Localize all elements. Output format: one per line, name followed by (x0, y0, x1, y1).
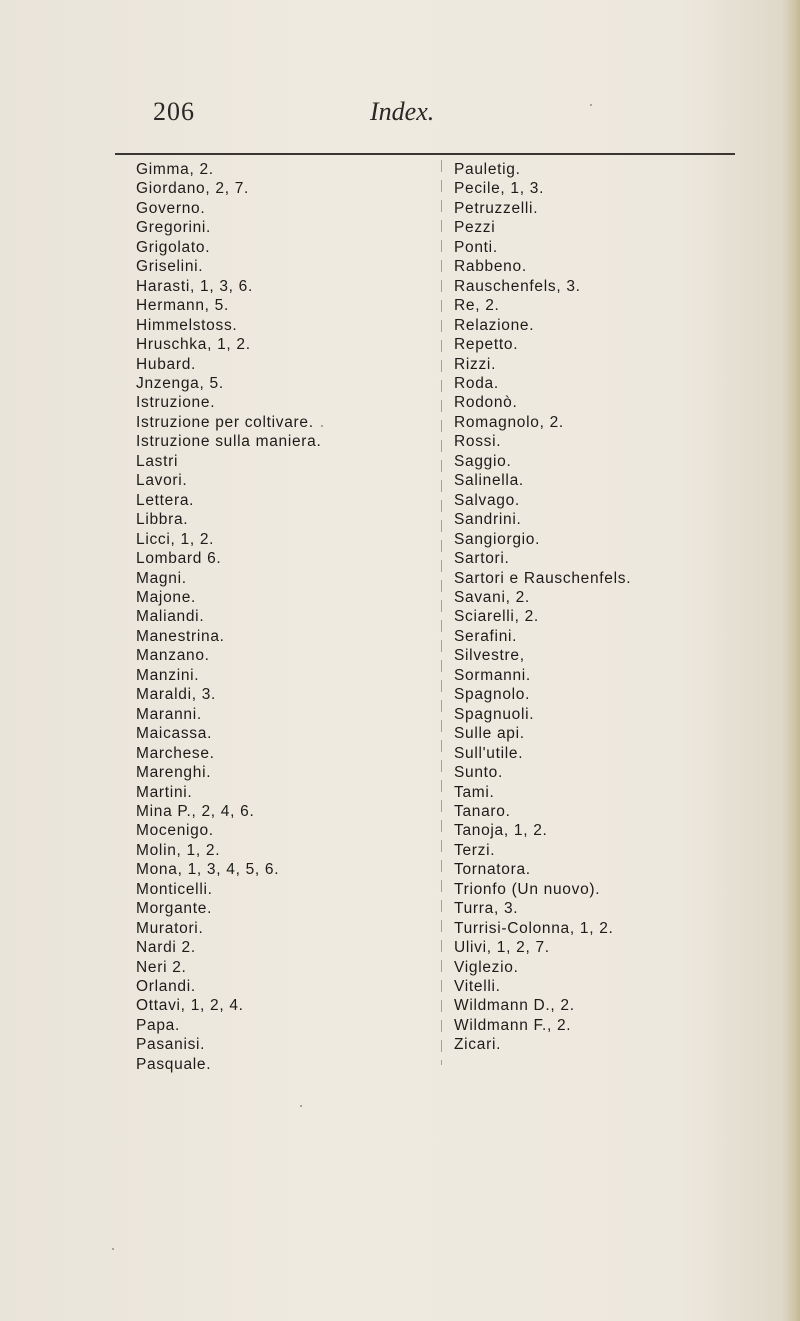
index-entry: Pasquale. (136, 1055, 212, 1073)
index-entry: Serafini. (454, 627, 518, 645)
index-entry: Jnzenga, 5. (136, 374, 224, 392)
index-entry: Ponti. (454, 238, 498, 256)
index-entry: Wildmann D., 2. (454, 997, 575, 1015)
index-entry: Neri 2. (136, 958, 187, 976)
index-entry: Spagnolo. (454, 686, 531, 704)
index-entry: Griselini. (136, 258, 204, 276)
index-entry: Sormanni. (454, 666, 531, 684)
index-entry: Libbra. (136, 511, 189, 529)
index-entry: Manzano. (136, 647, 210, 665)
index-entry: Sulle api. (454, 725, 525, 743)
index-entry: Turrisi-Colonna, 1, 2. (454, 919, 614, 937)
paper-speck (321, 425, 323, 427)
header-rule (115, 153, 735, 155)
index-entry: Gregorini. (136, 219, 212, 237)
index-entry: Ottavi, 1, 2, 4. (136, 997, 244, 1015)
index-entry: Rauschenfels, 3. (454, 277, 581, 295)
index-entry: Sciarelli, 2. (454, 608, 539, 626)
index-entry: Maliandi. (136, 608, 205, 626)
index-entry: Turra, 3. (454, 900, 519, 918)
index-entry: Magni. (136, 569, 187, 587)
index-entry: Maicassa. (136, 725, 213, 743)
index-entry: Hermann, 5. (136, 297, 229, 315)
index-entry: Maraldi, 3. (136, 686, 217, 704)
index-entry: Viglezio. (454, 958, 519, 976)
index-entry: Hubard. (136, 355, 197, 373)
page-number: 206 (153, 97, 195, 126)
index-left-column (136, 160, 322, 1074)
index-entry: Giordano, 2, 7. (136, 180, 250, 198)
index-entry: Muratori. (136, 919, 204, 937)
index-entry: Sangiorgio. (454, 530, 541, 548)
index-entry: Salinella. (454, 472, 524, 490)
paper-speck (112, 1248, 114, 1250)
index-entry: Martini. (136, 783, 193, 801)
index-entry: Governo. (136, 199, 206, 217)
index-entry: Relazione. (454, 316, 535, 334)
index-entry: Lavori. (136, 472, 188, 490)
index-entry: Pasanisi. (136, 1036, 206, 1054)
index-entry: Himmelstoss. (136, 316, 238, 334)
index-entry: Harasti, 1, 3, 6. (136, 277, 254, 295)
index-entry: Majone. (136, 588, 197, 606)
index-entry: Istruzione. (136, 394, 216, 412)
index-entry: Pecile, 1, 3. (454, 180, 545, 198)
index-entry: Orlandi. (136, 978, 196, 996)
index-entry: Rossi. (454, 433, 502, 451)
paper-speck (300, 1105, 302, 1107)
index-entry: Tami. (454, 783, 495, 801)
index-entry: Re, 2. (454, 297, 500, 315)
index-entry: Sartori e Rauschenfels. (454, 569, 632, 587)
index-entry: Papa. (136, 1016, 181, 1034)
index-entry: Rabbeno. (454, 258, 527, 276)
paper-speck (590, 104, 592, 106)
index-entry: Tanaro. (454, 802, 511, 820)
index-entry: Sull'utile. (454, 744, 524, 762)
index-entry: Romagnolo, 2. (454, 413, 564, 431)
index-entry: Wildmann F., 2. (454, 1016, 572, 1034)
index-entry: Repetto. (454, 336, 519, 354)
index-entry: Lastri (136, 452, 179, 470)
index-entry: Terzi. (454, 841, 496, 859)
index-entry: Pauletig. (454, 161, 521, 178)
index-entry: Gimma, 2. (136, 161, 214, 178)
running-title: Index. (370, 97, 435, 126)
index-entry: Monticelli. (136, 880, 213, 898)
index-entry: Rodonò. (454, 394, 518, 412)
index-entry: Mina P., 2, 4, 6. (136, 802, 255, 820)
index-entry: Zicari. (454, 1036, 502, 1054)
index-entry: Roda. (454, 374, 499, 392)
index-entry: Savani, 2. (454, 588, 530, 606)
page-edge-shadow (782, 0, 800, 1321)
index-entry: Istruzione per coltivare. (136, 413, 314, 431)
index-entry: Tanoja, 1, 2. (454, 822, 548, 840)
index-entry: Spagnuoli. (454, 705, 535, 723)
index-entry: Marenghi. (136, 764, 212, 782)
index-entry: Mona, 1, 3, 4, 5, 6. (136, 861, 280, 879)
index-entry: Pezzi (454, 219, 496, 237)
index-entry: Sunto. (454, 764, 504, 782)
index-entry: Salvago. (454, 491, 520, 509)
index-entry: Tornatora. (454, 861, 531, 879)
index-entry: Petruzzelli. (454, 199, 539, 217)
index-entry: Sandrini. (454, 511, 522, 529)
index-entry: Trionfo (Un nuovo). (454, 880, 601, 898)
index-entry: Lombard 6. (136, 550, 222, 568)
index-entry: Molin, 1, 2. (136, 841, 221, 859)
index-entry: Grigolato. (136, 238, 211, 256)
index-entry: Lettera. (136, 491, 195, 509)
index-entry: Istruzione sulla maniera. (136, 433, 322, 451)
index-entry: Morgante. (136, 900, 213, 918)
column-divider (441, 160, 442, 1065)
index-entry: Maranni. (136, 705, 202, 723)
index-entry: Sartori. (454, 550, 510, 568)
index-entry: Marchese. (136, 744, 215, 762)
index-entry: Rizzi. (454, 355, 497, 373)
index-entry: Nardi 2. (136, 939, 196, 957)
index-entry: Licci, 1, 2. (136, 530, 215, 548)
index-entry: Manzini. (136, 666, 200, 684)
index-entry: Ulivi, 1, 2, 7. (454, 939, 550, 957)
index-entry: Manestrina. (136, 627, 225, 645)
index-entry: Mocenigo. (136, 822, 214, 840)
index-right-column (454, 160, 631, 1055)
index-entry: Vitelli. (454, 978, 501, 996)
index-entry: Saggio. (454, 452, 512, 470)
index-entry: Hruschka, 1, 2. (136, 336, 251, 354)
index-entry: Silvestre, (454, 647, 525, 665)
